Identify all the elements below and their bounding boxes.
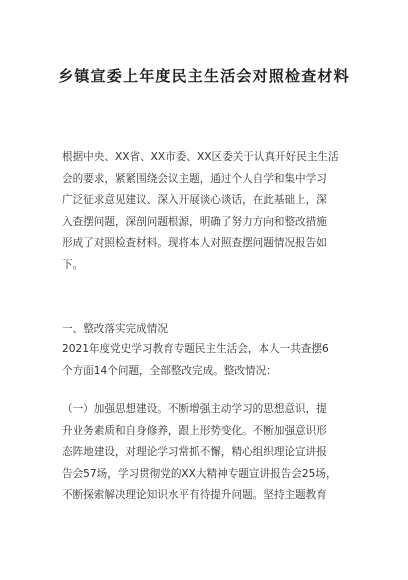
intro-line: 会的要求，紧紧围绕会议主题，通过个人自学和集中学习 (62, 172, 327, 185)
detail-line: 态阵地建设，对理论学习常抓不懈，精心组织理论宣讲报 (62, 446, 327, 459)
detail-paragraph (62, 399, 352, 507)
intro-line: 形成了对照检查材料。现将本人对照查摆问题情况报告如 (62, 237, 327, 250)
summary-line: 个方面14个问题，全部整改完成。整改情况： (62, 364, 277, 377)
detail-line: 升业务素质和自身修养，跟上形势变化。不断加强意识形 (62, 424, 327, 437)
document-title: 乡镇宣委上年度民主生活会对照检查材料 (58, 67, 350, 85)
intro-line: 下。 (62, 258, 84, 271)
intro-paragraph (62, 147, 352, 277)
intro-line: 根据中央、XX省、XX市委、XX区委关于认真开好民主生活 (62, 151, 339, 163)
section-heading-text: 一、整改落实完成情况 (62, 323, 168, 335)
section-heading (62, 319, 352, 341)
summary-paragraph (62, 339, 352, 382)
detail-line: （一）加强思想建设。不断增强主动学习的思想意识，提 (62, 403, 327, 415)
intro-line: 入查摆问题，深剖问题根源，明确了努力方向和整改措施 (62, 215, 327, 228)
summary-line: 2021年度党史学习教育专题民主生活会，本人一共查摆6 (62, 343, 329, 355)
intro-line: 广泛征求意见建议、深入开展谈心谈话，在此基础上，深 (62, 194, 327, 207)
detail-line: 不断探索解决理论知识水平有待提升问题。坚持主题教育 (62, 489, 327, 502)
detail-line: 告会57场，学习贯彻党的XX大精神专题宣讲报告会25场， (62, 467, 337, 480)
